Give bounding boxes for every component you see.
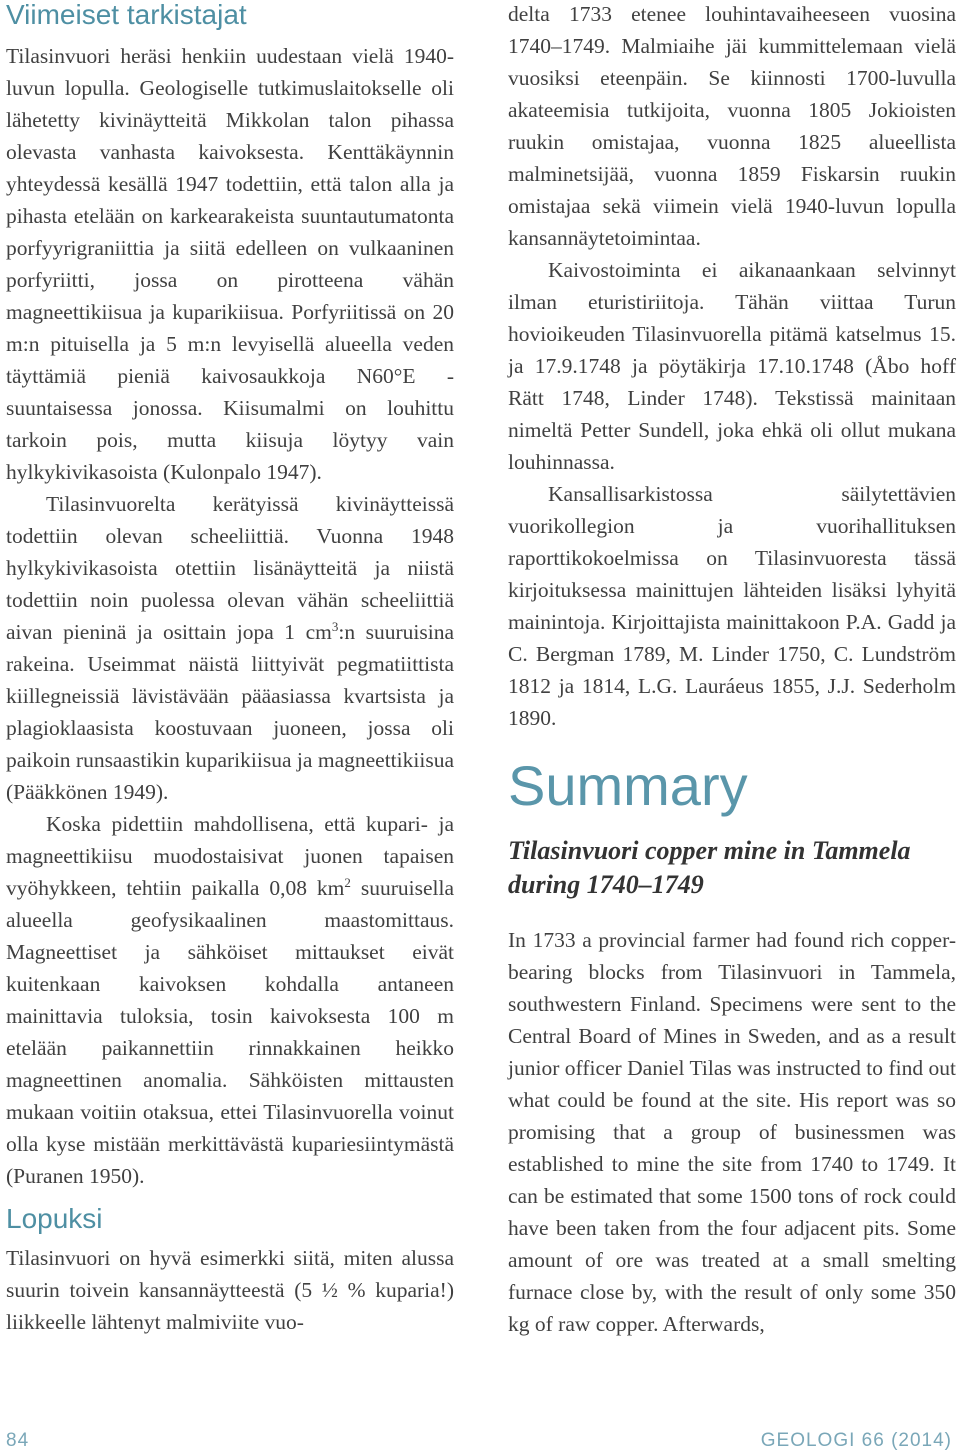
paragraph: Kansallisarkistossa säilytettävien vuorikollegion ja vuorihallituksen raporttikokoelmissa on Tilasinvuoresta tässä kirjoituksessa mainittujen lähteiden lisäksi lyhyitä mainintoja. Kirjoittajista mainittakoon P.A. Gadd ja C. Bergman 1789, M. Linder 1750, C. Lundström 1812 ja 1814, L.G. Lauráeus 1855, J.J. Sederholm 1890.	[508, 482, 956, 730]
paragraph	[6, 808, 454, 1192]
section-heading-viimeiset-tarkistajat: Viimeiset tarkistajat	[6, 0, 247, 30]
paragraph: Tilasinvuori heräsi henkiin uudestaan vielä 1940-luvun lopulla. Geologiselle tutkimuslaitokselle oli lähetetty kivinäytteitä Mikkolan talon pihassa olevasta vanhasta kaivoksesta. Kenttäkäynnin yhteydessä kesällä 1947 todettiin, että talon alla ja pihasta etelään on karkearakeista suuntautumatonta porfyyrigraniittia ja siitä edelleen on vulkaaninen porfyriitti, jossa on pirotteena vähän magneettikiisua ja kuparikiisua. Porfyriitissä on 20 m:n pituisella ja 5 m:n levyisellä alueella veden täyttämiä pieniä kaivosaukkoja N60°E -suuntaisessa jonossa. Kiisumalmi on louhittu tarkoin pois, mutta kiisuja löytyy vain hylkykivikasoista (Kulonpalo 1947).	[6, 44, 454, 484]
paragraph-text: Koska pidettiin mahdollisena, että kupari- ja magneettikiisu muodostaisivat juonen tapaisen vyöhykkeen, tehtiin paikalla 0,08 km	[6, 812, 454, 900]
superscript: 3	[331, 618, 339, 634]
superscript: 2	[344, 874, 351, 890]
paragraph	[6, 488, 454, 808]
paragraph: delta 1733 etenee louhintavaiheeseen vuosina 1740–1749. Malmiaihe jäi kummittelemaan vielä vuosiksi eteenpäin. Se kiinnosti 1700-luvulla akateemisia tutkijoita, vuonna 1805 Jokioisten ruukin omistajaa, vuonna 1825 alueellista malminetsijää, vuonna 1859 Fiskarsin ruukin omistajaa sekä viimein vielä 1940-luvun lopulla kansannäytetoimintaa.	[508, 2, 956, 250]
summary-paragraph: In 1733 a provincial farmer had found rich copper-bearing blocks from Tilasinvuori in Tammela, southwestern Finland. Specimens were sent to the Central Board of Mines in Sweden, and as a result junior officer Daniel Tilas was instructed to find out what could be found at the site. His report was so promising that a group of businessmen was established to mine the site from 1740 to 1749. It can be estimated that some 1500 tons of rock could have been taken from the four adjacent pits. Some amount of ore was treated at a small smelting furnace close by, with the result of only some 350 kg of raw copper. Afterwards,	[508, 928, 956, 1336]
paragraph: Tilasinvuori on hyvä esimerkki siitä, miten alussa suurin toivein kansannäytteestä (5 ½ % kuparia!) liikkeelle lähtenyt malmiviite vuo-	[6, 1246, 454, 1334]
right-column	[508, 0, 956, 1340]
paragraph-text: suuruisella alueella geofysikaalinen maastomittaus. Magneettiset ja sähköiset mittaukset eivät kuitenkaan kaivoksen kohdalla antaneen mainittavia tuloksia, tosin kaivoksesta 100 m etelään paikannettiin rinnakkainen heikko magneettinen anomalia. Sähköisten mittausten mukaan voitiin otaksua, ettei Tilasinvuorella voinut olla kyse mistään merkittävästä kupariesiintymästä (Puranen 1950).	[6, 876, 454, 1188]
page-number: 84	[6, 1430, 30, 1451]
left-column	[6, 0, 454, 1338]
summary-heading: Summary	[508, 754, 748, 817]
section-heading-lopuksi: Lopuksi	[6, 1203, 103, 1234]
paragraph: Kaivostoiminta ei aikanaankaan selvinnyt ilman eturistiriitoja. Tähän viittaa Turun hovioikeuden Tilasinvuorella pitämä katselmus 15. ja 17.9.1748 ja pöytäkirja 17.10.1748 (Åbo hoff Rätt 1748, Linder 1748). Tekstissä mainitaan nimeltä Petter Sundell, joka ehkä oli ollut mukana louhinnassa.	[508, 258, 956, 474]
paragraph-text: Tilasinvuorelta kerätyissä kivinäytteissä todettiin olevan scheeliittiä. Vuonna 1948 hylkykivikasoista otettiin lisänäytteitä ja niistä todettiin noin puolessa olevan vähän scheeliittiä aivan pieninä ja osittain jopa 1 cm	[6, 492, 454, 644]
paragraph-text: :n suuruisina rakeina. Useimmat näistä liittyivät pegmatiittista kiillegneissiä lävistävään pääasiassa kvartsista ja plagioklaasista koostuvaan juoneen, jossa oli paikoin runsaastikin kuparikiisua ja magneettikiisua (Pääkkönen 1949).	[6, 620, 454, 804]
summary-subtitle: Tilasinvuori copper mine in Tammela during 1740–1749	[508, 836, 911, 899]
journal-footer: GEOLOGI 66 (2014)	[760, 1430, 952, 1451]
